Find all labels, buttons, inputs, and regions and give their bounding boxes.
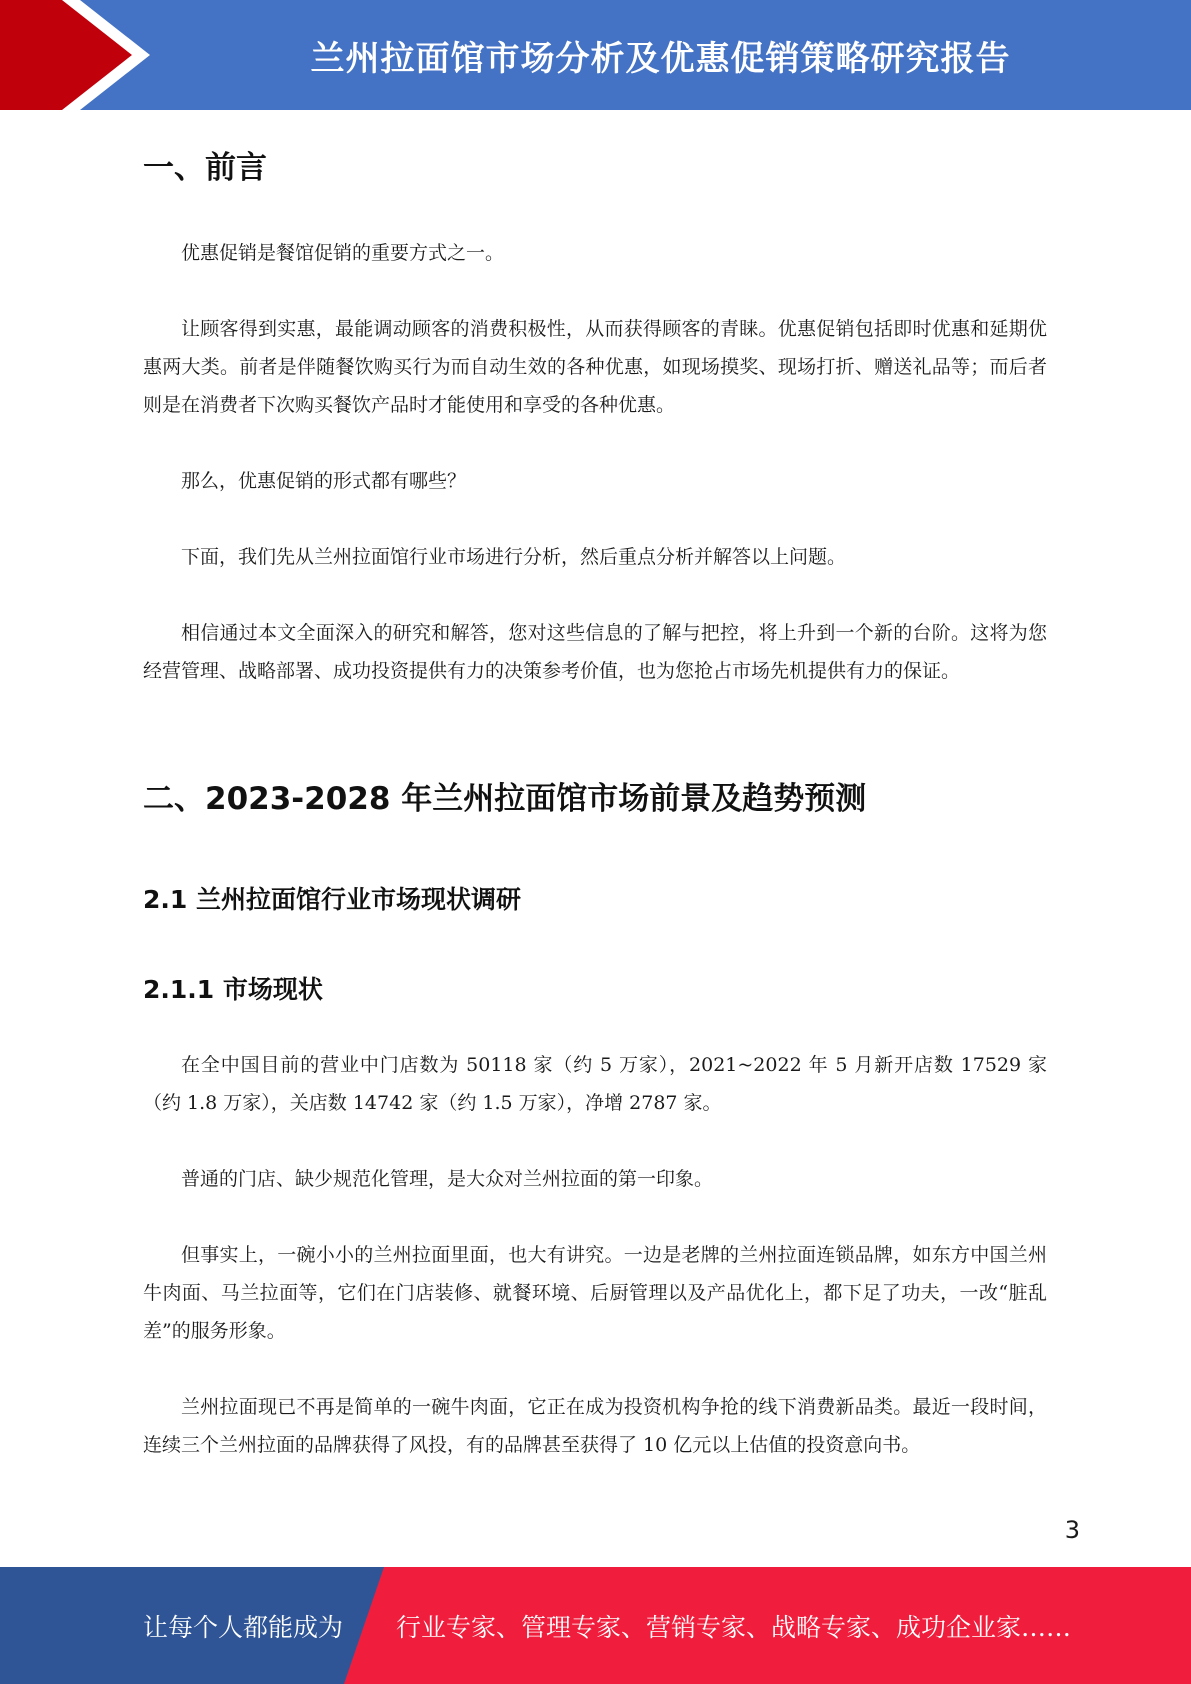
preface-paragraph-4: 下面，我们先从兰州拉面馆行业市场进行分析，然后重点分析并解答以上问题。 [181,546,847,568]
footer-slogan-left: 让每个人都能成为 [143,1612,344,1642]
header-arrow-decoration [0,0,160,110]
section-heading-forecast: 二、2023-2028 年兰州拉面馆市场前景及趋势预测 [143,781,867,817]
subsection-heading-2-1: 2.1 兰州拉面馆行业市场现状调研 [143,885,521,914]
preface-paragraph-2: 让顾客得到实惠，最能调动顾客的消费积极性，从而获得顾客的青睐。优惠促销包括即时优惠和延期优惠两大类。前者是伴随餐饮购买行为而自动生效的各种优惠，如现场摸奖、现场打折、赠送礼品等；而后者则是在消费者下次购买餐饮产品时才能使用和享受的各种优惠。 [143,318,1047,416]
section-heading-preface: 一、前言 [143,150,267,186]
report-footer [0,1567,1191,1684]
preface-paragraph-3: 那么，优惠促销的形式都有哪些？ [181,470,467,492]
market-paragraph-4: 兰州拉面现已不再是简单的一碗牛肉面，它正在成为投资机构争抢的线下消费新品类。最近一段时间，连续三个兰州拉面的品牌获得了风投，有的品牌甚至获得了 10 亿元以上估值的投资意向书。 [143,1396,1047,1456]
page-number: 3 [1064,1516,1080,1544]
report-header [0,0,1191,110]
market-paragraph-2: 普通的门店、缺少规范化管理，是大众对兰州拉面的第一印象。 [181,1168,714,1190]
market-paragraph-1: 在全中国目前的营业中门店数为 50118 家（约 5 万家），2021~2022 年 5 月新开店数 17529 家（约 1.8 万家），关店数 14742 家（约 1.5 万家），净增 2787 家。 [143,1054,1047,1114]
market-paragraph-3: 但事实上，一碗小小的兰州拉面里面，也大有讲究。一边是老牌的兰州拉面连锁品牌，如东方中国兰州牛肉面、马兰拉面等，它们在门店装修、就餐环境、后厨管理以及产品优化上，都下足了功夫，一改“脏乱差”的服务形象。 [143,1244,1047,1342]
preface-paragraph-1: 优惠促销是餐馆促销的重要方式之一。 [181,242,505,264]
subsection-heading-2-1-1: 2.1.1 市场现状 [143,975,323,1004]
footer-slogan-right: 行业专家、管理专家、营销专家、战略专家、成功企业家…… [396,1612,1072,1642]
preface-paragraph-5: 相信通过本文全面深入的研究和解答，您对这些信息的了解与把控，将上升到一个新的台阶。这将为您经营管理、战略部署、成功投资提供有力的决策参考价值，也为您抢占市场先机提供有力的保证。 [143,622,1047,682]
report-title: 兰州拉面馆市场分析及优惠促销策略研究报告 [310,38,1011,79]
